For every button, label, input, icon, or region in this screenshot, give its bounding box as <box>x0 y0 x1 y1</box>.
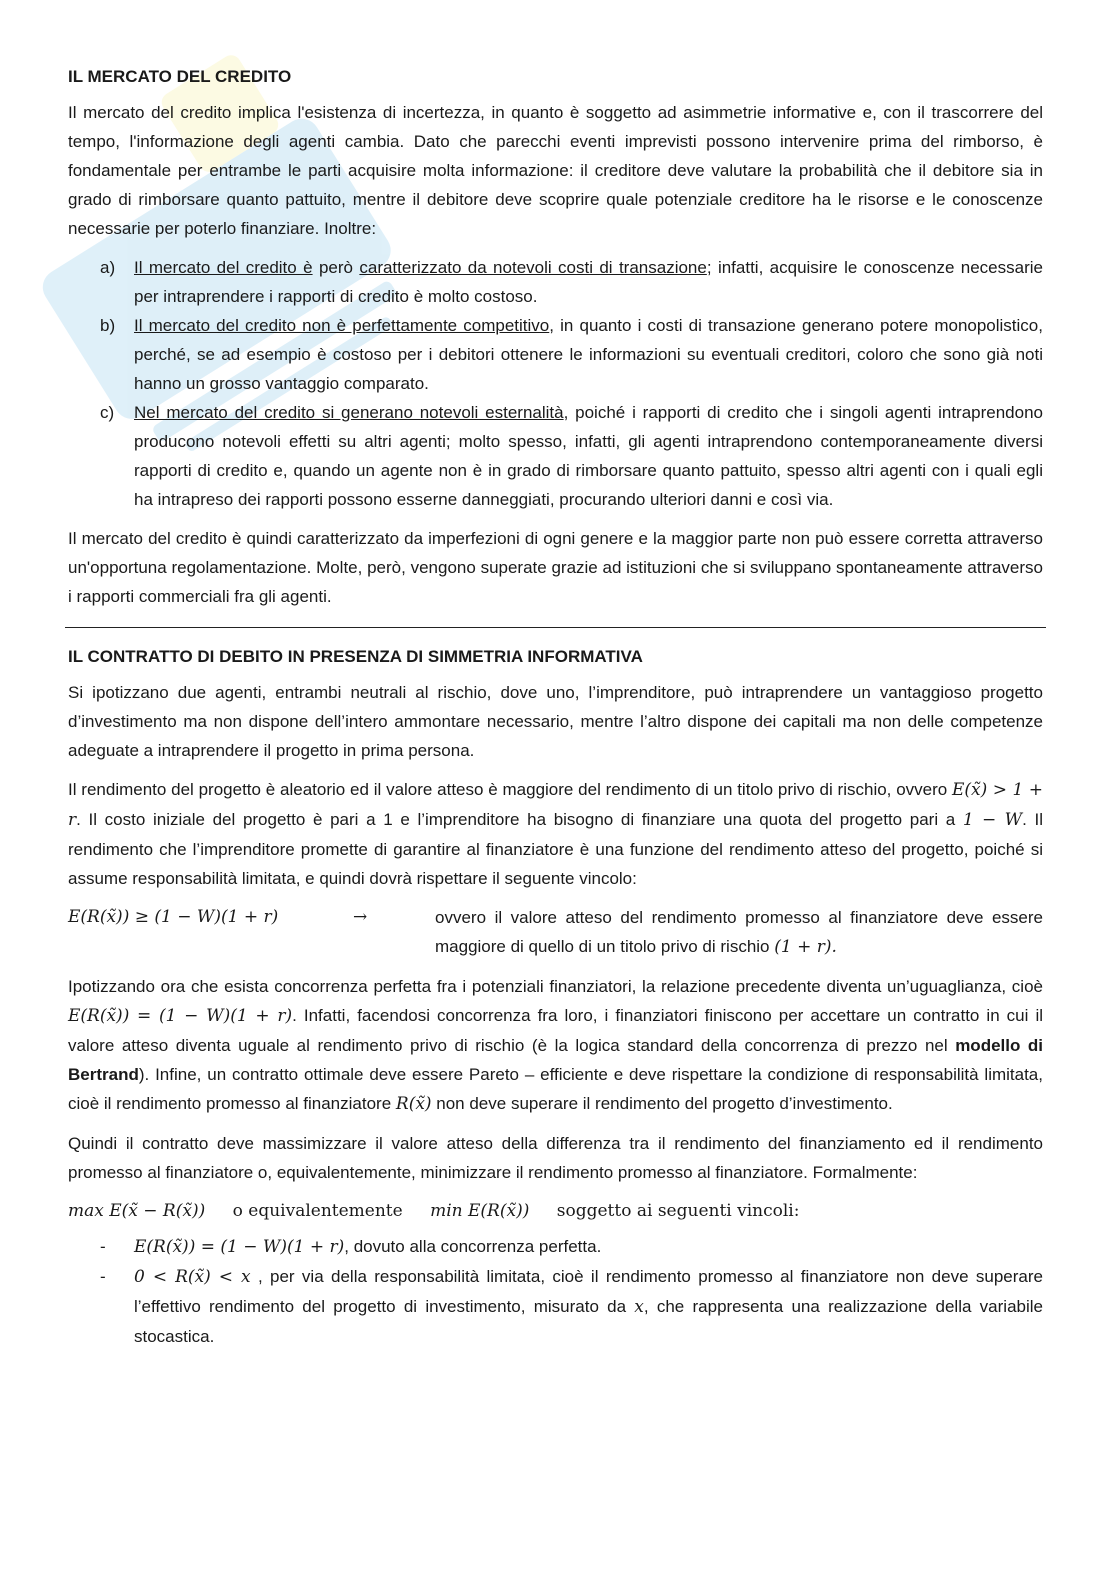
list-item <box>68 1232 1043 1262</box>
closing-paragraph: Il mercato del credito è quindi caratterizzato da imperfezioni di ogni genere e la maggior parte non può essere corretta attraverso un'opportuna regolamentazione. Molte, però, vengono superate grazie ad istituzioni che si sviluppano spontaneamente attraverso i rapporti commerciali fra gli agenti. <box>68 529 1043 606</box>
underlined-text: caratterizzato da notevoli costi di transazione <box>359 258 707 277</box>
math-expression: 1 − W <box>962 810 1023 830</box>
text-run: ovvero il valore atteso del rendimento promesso al finanziatore deve essere maggiore di quello di un titolo privo di rischio <box>435 908 1043 956</box>
formula-text: soggetto ai seguenti vincoli: <box>556 1201 800 1221</box>
math-expression: E(x̃) > 1 + r <box>68 780 1043 830</box>
text-run: Ipotizzando ora che esista concorrenza perfetta fra i potenziali finanziatori, la relazione precedente diventa un’uguaglianza, cioè <box>68 977 1043 996</box>
math-expression: E(R(x̃)) ≥ (1 − W)(1 + r) <box>68 907 279 927</box>
list-item <box>68 311 1043 398</box>
paragraph-rendimento <box>68 775 1043 893</box>
underlined-text: Il mercato del credito è <box>134 258 313 277</box>
text-run: ). Infine, un contratto ottimale deve essere Pareto – efficiente e deve rispettare la condizione di responsabilità limitata, cioè il rendimento promesso al finanziatore <box>68 1065 1043 1113</box>
list-text: , poiché i rapporti di credito che i singoli agenti intraprendono producono notevoli effetti su altri agenti; molto spesso, infatti, gli agenti intraprendono contemporaneamente diversi rapporti di credito e, quando un agente non è in grado di rimborsare quanto pattuito, spesso altri agenti con i quali egli ha intrapreso dei rapporti possono esserne danneggiati, procurando ulteriori danni e così via. <box>134 403 1043 509</box>
optimization-formula <box>68 1197 1043 1226</box>
list-text: , dovuto alla concorrenza perfetta. <box>344 1237 602 1256</box>
math-expression: E(R(x̃)) = (1 − W)(1 + r) <box>68 1006 293 1026</box>
math-expression: x <box>634 1297 644 1317</box>
list-marker: - <box>100 1237 106 1256</box>
arrow-icon: → <box>353 907 368 927</box>
bold-term: modello di Bertrand <box>68 1036 1044 1084</box>
list-text: però <box>312 258 360 277</box>
text-run: Il rendimento del progetto è aleatorio ed il valore atteso è maggiore del rendimento di un titolo privo di rischio, ovvero <box>68 780 953 799</box>
math-expression: R(x̃) <box>395 1094 432 1114</box>
intro-paragraph: Il mercato del credito implica l'esistenza di incertezza, in quanto è soggetto ad asimmetrie informative e, con il trascorrere del tempo, l'informazione degli agenti cambia. Dato che parecchi eventi imprevisti possono intervenire prima del rimborso, è fondamentale per entrambe le parti acquisire molta informazione: il creditore deve valutare la probabilità che il debitore sia in grado di rimborsare quanto pattuito, mentre il debitore deve scoprire quale potenziale creditore ha le risorse e le conoscenze necessarie per poterlo finanziare. Inoltre: <box>68 103 1043 238</box>
list-text: ; infatti, acquisire le conoscenze necessarie per intraprendere i rapporti di credito è molto costoso. <box>134 258 1043 306</box>
section-title-mercato-credito: IL MERCATO DEL CREDITO <box>68 67 292 86</box>
text-run: . Infatti, facendosi concorrenza fra loro, i finanziatori finiscono per accettare un contratto in cui il valore atteso diventa uguale al rendimento privo di rischio (è la logica standard della concorrenza di prezzo nel <box>68 1006 1043 1055</box>
characteristics-list <box>68 253 1043 514</box>
underlined-text: Nel mercato del credito si generano notevoli esternalità <box>134 403 564 422</box>
underlined-text: Il mercato del credito non è perfettamente competitivo <box>134 316 550 335</box>
math-expression: (1 + r). <box>774 937 837 957</box>
formula-text: o equivalentemente <box>232 1201 403 1221</box>
constraints-list <box>68 1232 1043 1351</box>
text-run: . Il costo iniziale del progetto è pari a 1 e l’imprenditore ha bisogno di finanziare una quota del progetto pari a <box>76 810 963 829</box>
list-text: , in quanto i costi di transazione generano potere monopolistico, perché, se ad esempio è costoso per i debitori ottenere le informazioni su eventuali creditori, coloro che sono già noti hanno un grosso vantaggio comparato. <box>134 316 1043 393</box>
math-expression: 0 < R(x̃) < x <box>134 1267 251 1287</box>
math-expression: max E(x̃ − R(x̃)) <box>68 1201 206 1221</box>
section-divider <box>65 627 1046 628</box>
constraint-equation-row <box>68 903 1043 962</box>
list-item <box>68 1262 1043 1351</box>
list-text: , che rappresenta una realizzazione della variabile stocastica. <box>134 1297 1043 1346</box>
list-marker: - <box>100 1267 106 1286</box>
math-expression: min E(R(x̃)) <box>430 1201 530 1221</box>
math-expression: E(R(x̃)) = (1 − W)(1 + r) <box>134 1237 345 1257</box>
equation-explanation <box>435 903 1043 962</box>
list-marker: c) <box>100 403 115 422</box>
paragraph-agents: Si ipotizzano due agenti, entrambi neutrali al rischio, dove uno, l’imprenditore, può intraprendere un vantaggioso progetto d’investimento ma non dispone dell’intero ammontare necessario, mentre l’altro dispone dei capitali ma non delle competenze adeguate a intraprendere il progetto in prima persona. <box>68 683 1043 760</box>
document-page <box>68 62 1043 1361</box>
section-title-contratto-debito: IL CONTRATTO DI DEBITO IN PRESENZA DI SIMMETRIA INFORMATIVA <box>68 647 643 666</box>
text-run: non deve superare il rendimento del progetto d’investimento. <box>431 1094 893 1113</box>
list-text: , per via della responsabilità limitata, cioè il rendimento promesso al finanziatore non deve superare l’effettivo rendimento del progetto di investimento, misurato da <box>134 1267 1043 1316</box>
list-item <box>68 398 1043 514</box>
list-marker: b) <box>100 316 116 335</box>
text-run: . Il rendimento che l’imprenditore promette di garantire al finanziatore è una funzione del rendimento atteso del progetto, poiché si assume responsabilità limitata, e quindi dovrà rispettare il seguente vincolo: <box>68 810 1044 888</box>
list-item <box>68 253 1043 311</box>
paragraph-concorrenza <box>68 972 1043 1119</box>
paragraph-massimizzare: Quindi il contratto deve massimizzare il valore atteso della differenza tra il rendimento del finanziamento ed il rendimento promesso al finanziatore o, equivalentemente, minimizzare il rendimento promesso al finanziatore. Formalmente: <box>68 1134 1043 1182</box>
list-marker: a) <box>100 258 116 277</box>
